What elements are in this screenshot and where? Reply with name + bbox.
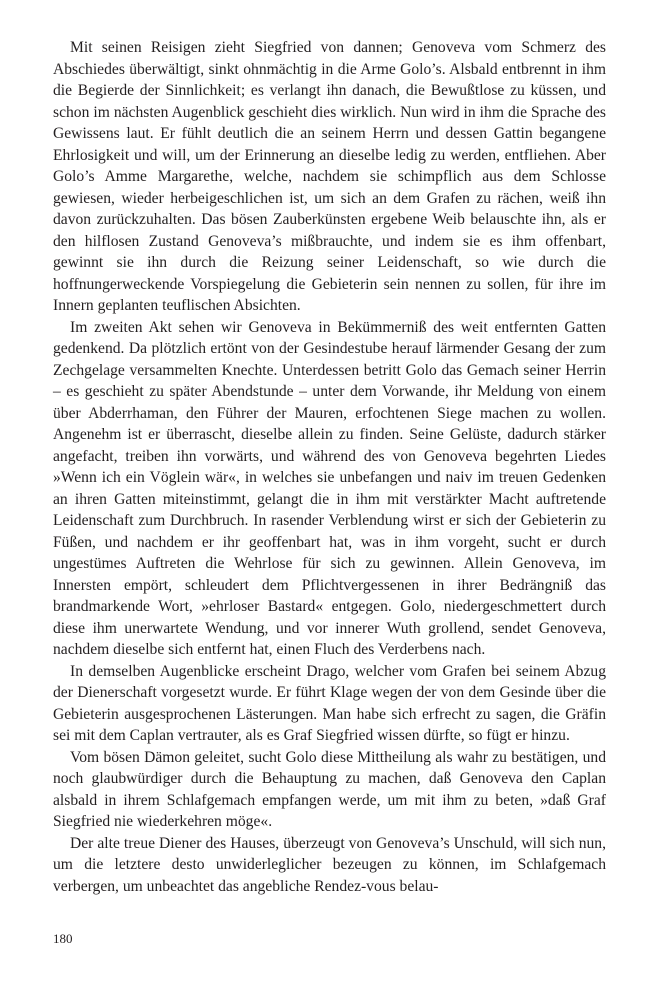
page-number: 180 [53, 931, 73, 946]
paragraph-2: Im zweiten Akt sehen wir Genoveva in Bekümmerniß des weit entfernten Gatten gedenkend. Da plötzlich ertönt von der Gesindestube herauf lärmender Gesang der zum Zechgelage versammelten Knechte. Unterdessen betritt Golo das Gemach seiner Herrin – es geschieht zu später Abendstunde – unter dem Vorwande, ihr Meldung von einem über Abderrhaman, den Führer der Mauren, erfochtenen Siege machen zu wollen. Angenehm ist er überrascht, dieselbe allein zu finden. Seine Gelüste, dadurch stärker angefacht, treiben ihn vorwärts, und während des von Genoveva begehrten Liedes »Wenn ich ein Vöglein wär«, in welches sie unbefangen und naiv im treuen Gedenken an ihren Gatten miteinstimmt, gelangt die in ihm mit verstärkter Macht auftretende Leidenschaft zum Durchbruch. In rasender Verblendung wirst er sich der Gebieterin zu Füßen, und nachdem er ihr geoffenbart hat, was in ihm vorgeht, sucht er durch ungestümes Auftreten die Wehrlose für sich zu gewinnen. Allein Genoveva, im Innersten empört, schleudert dem Pflichtvergessenen in ihrer Bedrängniß das brandmarkende Wort, »ehrloser Bastard« entgegen. Golo, niedergeschmettert durch diese ihm unerwartete Wendung, und vor innerer Wuth grollend, sendet Genoveva, nachdem dieselbe sich entfernt hat, einen Fluch des Verderbens nach. [53, 318, 606, 658]
paragraph-3: In demselben Augenblicke erscheint Drago, welcher vom Grafen bei seinem Abzug der Dienerschaft vorgesetzt wurde. Er führt Klage wegen der von dem Gesinde über die Gebieterin ausgesprochenen Lästerungen. Man habe sich erfrecht zu sagen, die Gräfin sei mit dem Caplan vertrauter, als es Graf Siegfried wissen dürfte, so fügt er hinzu. [53, 662, 606, 744]
paragraph-1: Mit seinen Reisigen zieht Siegfried von dannen; Genoveva vom Schmerz des Abschiedes überwältigt, sinkt ohnmächtig in die Arme Golo’s. Alsbald entbrennt in ihm die Begierde der Sinnlichkeit; es verlangt ihn danach, die Bewußtlose zu küssen, und schon im nächsten Augenblick geschieht dies wirklich. Nun wird in ihm die Sprache des Gewissens laut. Er fühlt deutlich die an seinem Herrn und dessen Gattin begangene Ehrlosigkeit und will, um der Erinnerung an dieselbe ledig zu werden, entfliehen. Aber Golo’s Amme Margarethe, welche, nachdem sie schimpflich aus dem Schlosse gewiesen, wieder herbeigeschlichen ist, um sich an dem Grafen zu rächen, weiß ihn davon zurückzuhalten. Das bösen Zauberkünsten ergebene Weib belauschte ihn, als er den hilflosen Zustand Genoveva’s mißbrauchte, und indem sie es ihm offenbart, gewinnt sie ihn durch die Reizung seiner Leidenschaft, so wie durch die hoffnungerweckende Vorspiegelung die Gebieterin sein nennen zu sollen, für ihre im Innern geplanten teuflischen Absichten. [53, 39, 606, 314]
page-body [53, 37, 606, 897]
paragraph-5: Der alte treue Diener des Hauses, überzeugt von Genoveva’s Unschuld, will sich nun, um die letztere desto unwiderleglicher bezeugen zu können, im Schlafgemach verbergen, um unbeachtet das angebliche Rendez-vous belau- [53, 834, 606, 895]
paragraph-4: Vom bösen Dämon geleitet, sucht Golo diese Mittheilung als wahr zu bestätigen, und noch glaubwürdiger durch die Behauptung zu machen, daß Genoveva den Caplan alsbald in ihrem Schlafgemach empfangen werde, um mit ihm zu beten, »daß Graf Siegfried nie wiederkehren möge«. [53, 748, 606, 830]
